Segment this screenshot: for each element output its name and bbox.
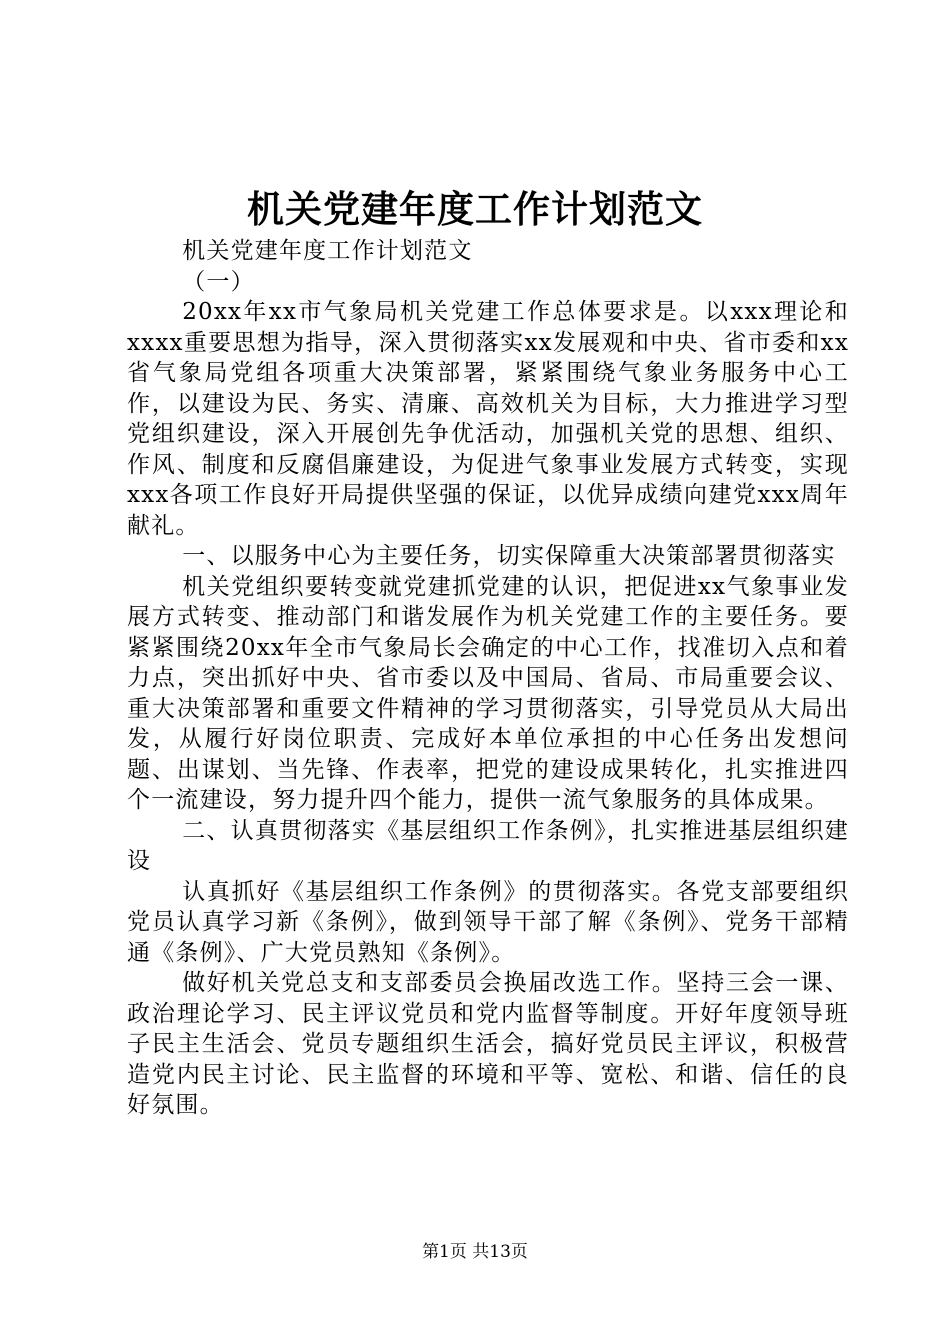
section-heading: 一、以服务中心为主要任务，切实保障重大决策部署贯彻落实 xyxy=(182,543,836,569)
section-number: （一） xyxy=(182,268,255,295)
document-body xyxy=(127,236,849,1121)
body-paragraph: 机关党组织要转变就党建抓党建的认识，把促进xx气象事业发展方式转变、推动部门和谐发展作为机关党建工作的主要任务。要紧紧围绕20xx年全市气象局长会确定的中心工作，找准切入点和着力点，突出抓好中央、省市委以及中国局、省局、市局重要会议、重大决策部署和重要文件精神的学习贯彻落实，引导党员从大局出发，从履行好岗位职责、完成好本单位承担的中心任务出发想问题、出谋划、当先锋、作表率，把党的建设成果转化，扎实推进四个一流建设，努力提升四个能力，提供一流气象服务的具体成果。 xyxy=(127,573,849,813)
section-heading: 二、认真贯彻落实《基层组织工作条例》，扎实推进基层组织建设 xyxy=(127,817,849,874)
page-number-footer: 第1页 共13页 xyxy=(422,1242,528,1262)
body-paragraph: 20xx年xx市气象局机关党建工作总体要求是。以xxx理论和xxxx重要思想为指导，深入贯彻落实xx发展观和中央、省市委和xx省气象局党组各项重大决策部署，紧紧围绕气象业务服务中心工作，以建设为民、务实、清廉、高效机关为目标，大力推进学习型党组织建设，深入开展创先争优活动，加强机关党的思想、组织、作风、制度和反腐倡廉建设，为促进气象事业发展方式转变，实现xxx各项工作良好开局提供坚强的保证，以优异成绩向建党xxx周年献礼。 xyxy=(127,299,849,539)
body-paragraph: 做好机关党总支和支部委员会换届改选工作。坚持三会一课、政治理论学习、民主评议党员和党内监督等制度。开好年度领导班子民主生活会、党员专题组织生活会，搞好党员民主评议，积极营造党内民主讨论、民主监督的环境和平等、宽松、和谐、信任的良好氛围。 xyxy=(127,970,849,1118)
subtitle-paragraph: 机关党建年度工作计划范文 xyxy=(182,238,473,264)
document-title: 机关党建年度工作计划范文 xyxy=(247,187,703,231)
body-paragraph: 认真抓好《基层组织工作条例》的贯彻落实。各党支部要组织党员认真学习新《条例》，做到领导干部了解《条例》、党务干部精通《条例》、广大党员熟知《条例》。 xyxy=(127,878,849,966)
